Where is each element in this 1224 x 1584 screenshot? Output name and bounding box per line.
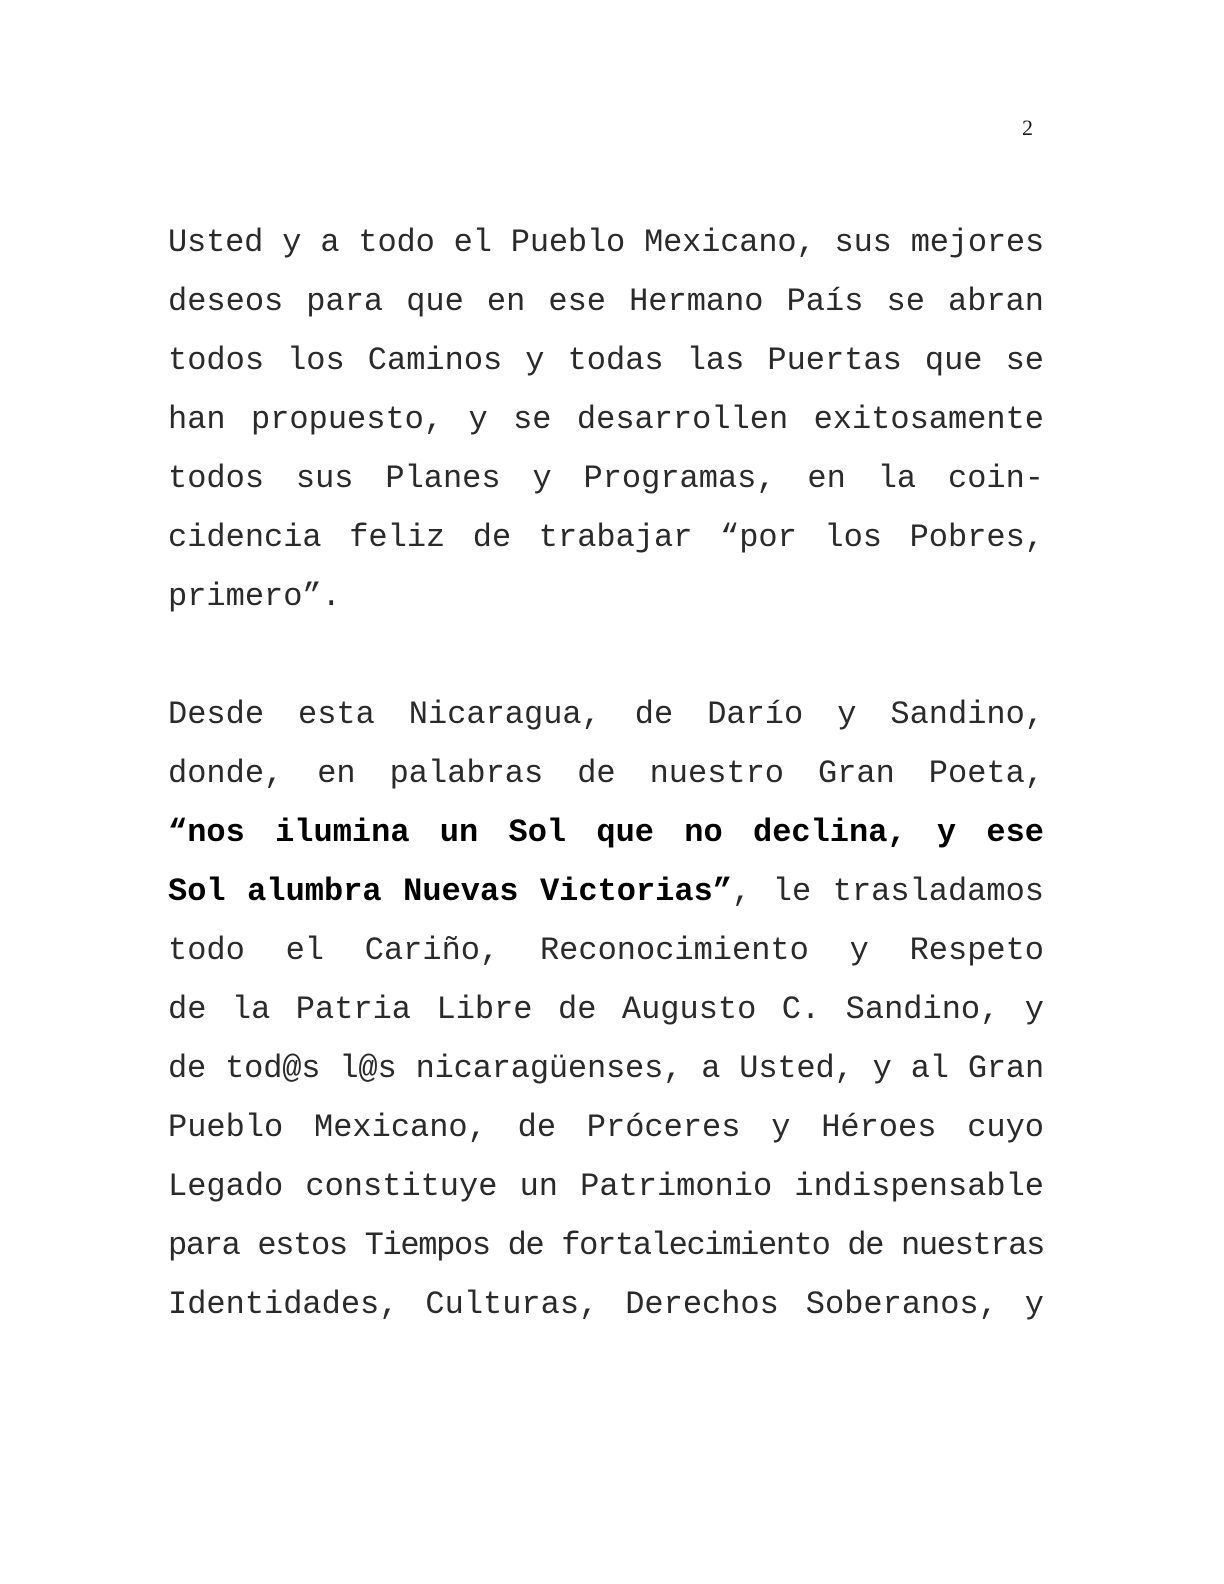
text-line: Identidades, Culturas, Derechos Soberanos, y — [168, 1286, 1044, 1323]
page-number: 2 — [1022, 115, 1033, 140]
text-line: de la Patria Libre de Augusto C. Sandino, y — [168, 991, 1044, 1028]
text-line: todos los Caminos y todas las Puertas que se — [168, 342, 1044, 379]
text-line: donde, en palabras de nuestro Gran Poeta, — [168, 755, 1044, 792]
paragraph-1 — [168, 213, 1044, 626]
text-line: deseos para que en ese Hermano País se abran — [168, 283, 1044, 320]
text-line: de tod@s l@s nicaragüenses, a Usted, y al Gran — [168, 1050, 1045, 1087]
quote-line: “nos ilumina un Sol que no declina, y ese — [168, 814, 1044, 851]
text-line: todos sus Planes y Programas, en la coin- — [168, 460, 1044, 497]
text-line: cidencia feliz de trabajar “por los Pobres, — [168, 519, 1044, 556]
text-line: para estos Tiempos de fortalecimiento de nuestras — [168, 1227, 1045, 1264]
text-continuation: , le trasladamos — [732, 873, 1044, 910]
text-line: Pueblo Mexicano, de Próceres y Héroes cuyo — [168, 1109, 1044, 1146]
text-line: primero”. — [168, 578, 341, 615]
quote-end: Sol alumbra Nuevas Victorias” — [168, 873, 732, 910]
text-line: Desde esta Nicaragua, de Darío y Sandino, — [168, 696, 1044, 733]
text-line: han propuesto, y se desarrollen exitosamente — [168, 401, 1044, 438]
text-line: todo el Cariño, Reconocimiento y Respeto — [168, 932, 1044, 969]
text-line-mixed — [168, 862, 1044, 921]
paragraph-2 — [168, 685, 1044, 1334]
text-line: Legado constituye un Patrimonio indispensable — [168, 1168, 1044, 1205]
text-line: Usted y a todo el Pueblo Mexicano, sus mejores — [168, 224, 1045, 261]
